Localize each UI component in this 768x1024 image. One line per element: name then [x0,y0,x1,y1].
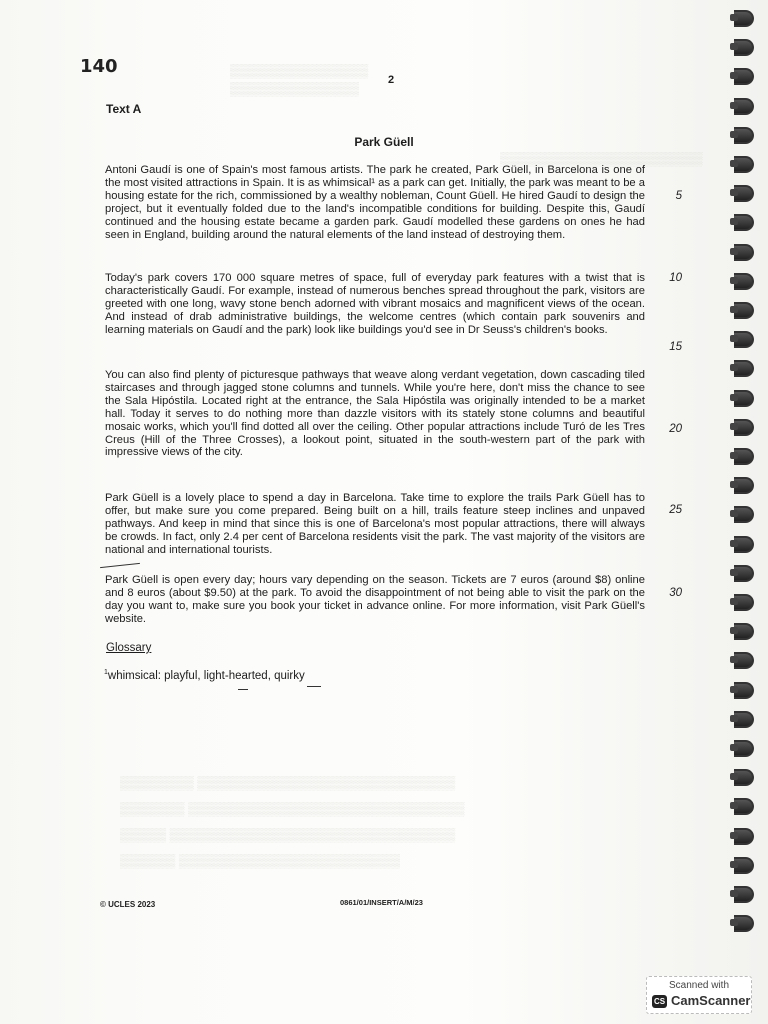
binding-ring [734,798,754,815]
binding-ring [734,68,754,85]
binding-ring [734,39,754,56]
pen-mark [100,563,140,568]
paragraph-3: You can also find plenty of picturesque pathways that weave along verdant vegetation, down cascading tiled staircases and through jagged stone columns and tunnels. While you're here, don't miss the chance to see the Sala Hipóstila. Located right at the entrance, the Sala Hipóstila was originally intended to be a market hall. Today it serves to do nothing more than dazzle visitors with its stately stone columns and beautiful mosaic works, which you'll find dotted all over the ceiling. Other popular attractions include Turó de les Tres Creus (Hill of the Three Crosses), a lookout point, situated in the south-western part of the park with impressive views of the city. [105,369,645,459]
binding-ring [734,477,754,494]
bleed-through-text: ▒▒▒▒▒▒▒▒ ▒▒▒▒▒▒▒▒▒▒▒▒▒▒▒▒▒▒▒▒▒▒▒▒▒▒▒▒ ▒▒▒▒▒▒▒ ▒▒▒▒▒▒▒▒▒▒▒▒▒▒▒▒▒▒▒▒▒▒▒▒▒▒▒▒▒▒ ▒▒▒▒▒ ▒▒▒▒▒▒▒▒▒▒▒▒▒▒▒▒▒▒▒▒▒▒▒▒▒▒▒▒▒▒▒ ▒▒▒▒▒▒ ▒▒▒▒▒▒▒▒▒▒▒▒▒▒▒▒▒▒▒▒▒▒▒▒ [120,775,465,868]
page-number: 2 [388,74,395,86]
binding-ring [734,10,754,27]
binding-ring [734,244,754,261]
binding-ring [734,273,754,290]
footer-copyright: © UCLES 2023 [100,900,156,909]
binding-ring [734,828,754,845]
paragraph-2: Today's park covers 170 000 square metres of space, full of everyday park features with a twist that is characteristically Gaudí. For example, instead of numerous benches spread throughout the park, visitors are greeted with one long, wavy stone bench adorned with vibrant mosaics and magnificent views of the ocean. And instead of drab administrative buildings, the welcome centres (which contain park souvenirs and learning materials on Gaudí and the park) look like buildings you'd see in Dr Seuss's children's books. [105,272,645,336]
binding-ring [734,565,754,582]
footer-paper-code: 0861/01/INSERT/A/M/23 [340,898,423,907]
line-number: 25 [669,504,682,516]
text-title: Park Güell [354,135,414,149]
handwritten-page-number: 140 [80,56,118,77]
binding-ring [734,185,754,202]
pen-mark [307,686,321,687]
line-number: 5 [675,190,682,202]
pen-mark [238,689,248,690]
binding-ring [734,360,754,377]
binding-ring [734,506,754,523]
paragraph-5: Park Güell is open every day; hours vary depending on the season. Tickets are 7 euros (around $8) online and 8 euros (about $9.50) at the park. To avoid the disappointment of not being able to visit the park on the day you want to, make sure you book your ticket in advance online. For more information, visit Park Güell's website. [105,574,645,625]
binding-ring [734,886,754,903]
bleed-through-text: ▒▒▒▒▒▒▒▒▒▒▒▒▒▒▒ ▒▒▒▒▒▒▒▒▒▒▒▒▒▒ [230,63,369,96]
bleed-through-text: ▒▒▒▒▒▒▒▒▒▒▒▒▒▒▒▒▒▒▒▒▒▒ [500,151,703,166]
binding-ring [734,302,754,319]
binding-ring [734,536,754,553]
line-number: 30 [669,587,682,599]
binding-ring [734,769,754,786]
glossary-superscript: 1 [104,669,108,676]
camscanner-logo-icon: CS [653,997,666,1006]
scanner-brand: CamScanner [671,993,751,1008]
paragraph-1: Antoni Gaudí is one of Spain's most famous artists. The park he created, Park Güell, in Barcelona is one of the most visited attractions in Spain. It is as whimsical¹ as a park can get. Initially, the park was meant to be a housing estate for the rich, commissioned by a wealthy nobleman, Count Güell. He hired Gaudí to design the project, but it eventually folded due to the land's incompatible conditions for building. Despite this, Gaudí continued and the housing estate became a garden park. Gaudí modelled these gardens on ones he had seen in England, building around the natural elements of the land instead of destroying them. [105,164,645,241]
binding-ring [734,623,754,640]
binding-ring [734,156,754,173]
binding-ring [734,682,754,699]
binding-ring [734,214,754,231]
paragraph-4: Park Güell is a lovely place to spend a day in Barcelona. Take time to explore the trails Park Güell has to offer, but make sure you come prepared. Being built on a hill, trails feature steep inclines and unpaved pathways. And keep in mind that since this is one of Barcelona's most popular attractions, there will always be crowds. In fact, only 2.4 per cent of Barcelona residents visit the park. The vast majority of the visitors are national and international tourists. [105,492,645,556]
binding-ring [734,127,754,144]
binding-ring [734,857,754,874]
scanner-caption: Scanned with [668,980,730,991]
binding-ring [734,419,754,436]
spiral-binding [728,10,758,970]
binding-ring [734,711,754,728]
line-number: 10 [669,272,682,284]
binding-ring [734,915,754,932]
line-number: 15 [669,341,682,353]
binding-ring [734,594,754,611]
glossary-entry-text: whimsical: playful, light-hearted, quirky [107,669,305,682]
glossary-title: Glossary [106,642,152,654]
binding-ring [734,331,754,348]
binding-ring [734,740,754,757]
line-number: 20 [669,423,682,435]
glossary-entry [104,669,305,682]
scanner-watermark [646,976,752,1014]
binding-ring [734,448,754,465]
section-label: Text A [106,102,142,116]
binding-ring [734,390,754,407]
binding-ring [734,652,754,669]
binding-ring [734,98,754,115]
